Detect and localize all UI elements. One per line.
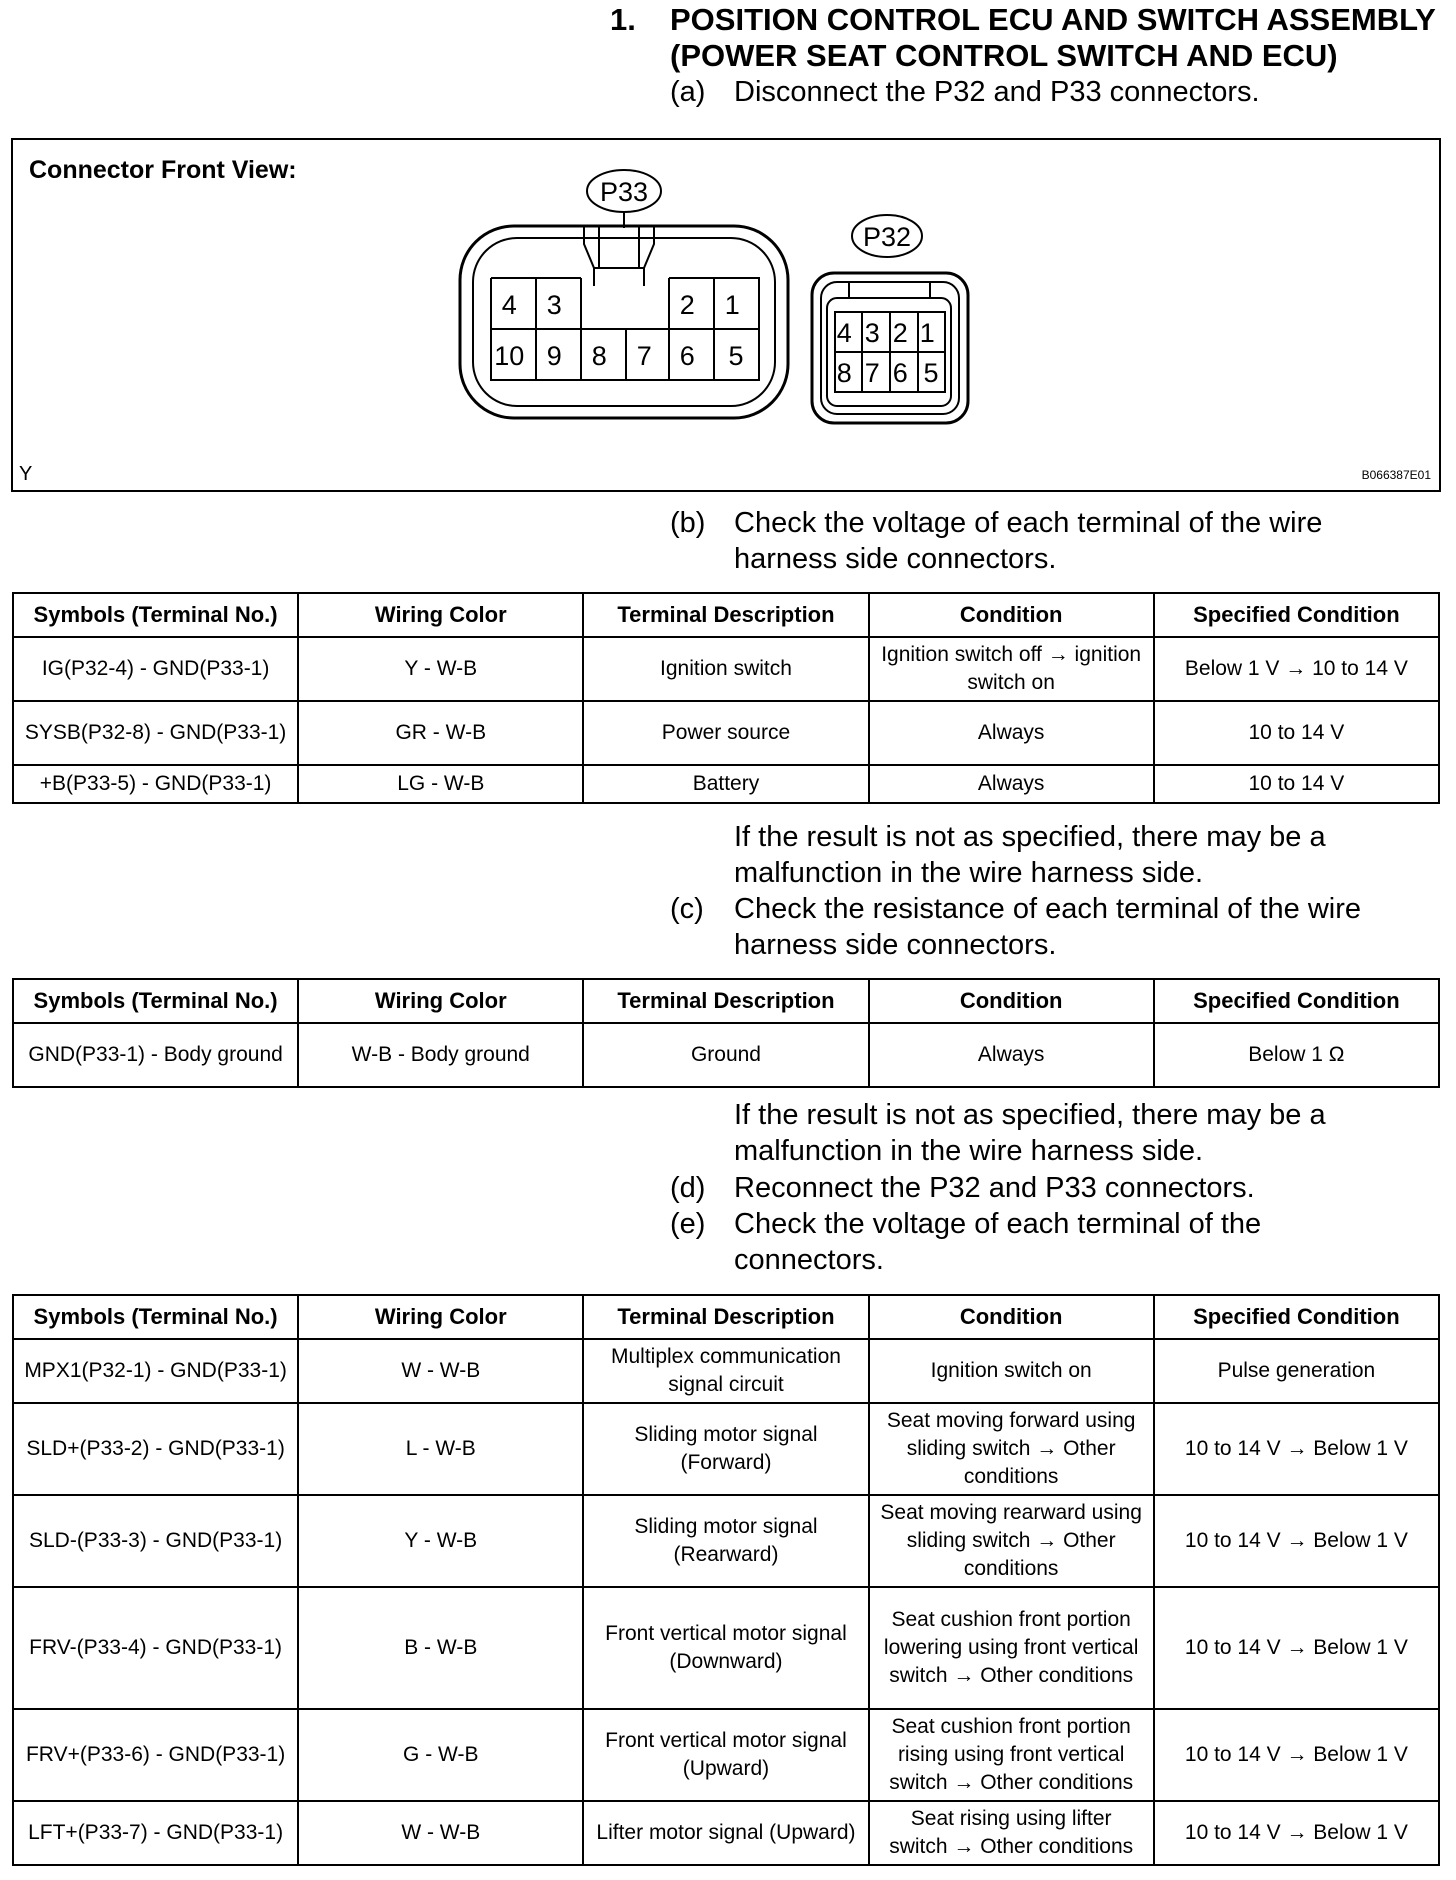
table-row [13,1403,1439,1495]
section-title-line2: (POWER SEAT CONTROL SWITCH AND ECU) [670,38,1338,73]
cell-condition: Always [869,765,1154,803]
cell-wiring-color: LG - W-B [298,765,583,803]
col-header-specified-condition: Specified Condition [1154,979,1439,1023]
cell-symbols: SLD+(P33-2) - GND(P33-1) [13,1403,298,1495]
cell-wiring-color: Y - W-B [298,637,583,701]
cell-specified-condition: 10 to 14 V → Below 1 V [1154,1403,1439,1495]
figure-code: B066387E01 [1361,468,1431,482]
step-e-label: (e) [670,1208,706,1240]
cell-terminal-description: Ground [583,1023,868,1087]
p32-pin: 3 [864,318,880,348]
connector-voltage-table [12,1294,1440,1866]
table-row [13,1587,1439,1709]
step-a-label: (a) [670,76,706,108]
p33-pin: 6 [679,341,695,371]
cell-symbols: FRV+(P33-6) - GND(P33-1) [13,1709,298,1801]
p33-label: P33 [599,177,649,207]
cell-symbols: LFT+(P33-7) - GND(P33-1) [13,1801,298,1865]
cell-condition: Ignition switch on [869,1339,1154,1403]
col-header-condition: Condition [869,593,1154,637]
cell-symbols: MPX1(P32-1) - GND(P33-1) [13,1339,298,1403]
p33-latch [584,226,654,286]
cell-specified-condition: 10 to 14 V → Below 1 V [1154,1495,1439,1587]
cell-condition: Ignition switch off → ignition switch on [869,637,1154,701]
step-c-text-line2: harness side connectors. [734,929,1057,961]
p33-pin: 2 [679,290,695,320]
step-b-label: (b) [670,507,706,539]
cell-symbols: IG(P32-4) - GND(P33-1) [13,637,298,701]
cell-symbols: SYSB(P32-8) - GND(P33-1) [13,701,298,765]
p33-pin: 5 [728,341,744,371]
p32-pin: 4 [836,318,852,348]
cell-symbols: FRV-(P33-4) - GND(P33-1) [13,1587,298,1709]
cell-terminal-description: Multiplex communication signal circuit [583,1339,868,1403]
step-c-label: (c) [670,893,704,925]
cell-wiring-color: Y - W-B [298,1495,583,1587]
table-row [13,765,1439,803]
cell-wiring-color: L - W-B [298,1403,583,1495]
col-header-terminal-description: Terminal Description [583,979,868,1023]
table-row [13,1801,1439,1865]
table-row [13,637,1439,701]
cell-terminal-description: Battery [583,765,868,803]
cell-wiring-color: W - W-B [298,1801,583,1865]
step-a-text: Disconnect the P32 and P33 connectors. [734,76,1260,108]
cell-condition: Seat moving forward using sliding switch → Other conditions [869,1403,1154,1495]
cell-specified-condition: Below 1 Ω [1154,1023,1439,1087]
cell-wiring-color: G - W-B [298,1709,583,1801]
step-e-text-line2: connectors. [734,1244,884,1276]
p32-pin: 2 [892,318,908,348]
voltage-check-table [12,592,1440,804]
p33-pin: 1 [724,290,740,320]
p32-pin: 6 [892,358,908,388]
table-row [13,701,1439,765]
step-c-text-line1: Check the resistance of each terminal of the wire [734,893,1362,925]
result-note-line2: malfunction in the wire harness side. [734,857,1204,889]
p32-latch [849,282,930,298]
table-row [13,1023,1439,1087]
cell-terminal-description: Sliding motor signal (Forward) [583,1403,868,1495]
cell-specified-condition: 10 to 14 V [1154,701,1439,765]
step-d-text: Reconnect the P32 and P33 connectors. [734,1172,1255,1204]
section-title-line1: POSITION CONTROL ECU AND SWITCH ASSEMBLY [670,2,1436,37]
p33-housing-outer [460,226,788,418]
step-e-text-line1: Check the voltage of each terminal of the [734,1208,1262,1240]
cell-symbols: SLD-(P33-3) - GND(P33-1) [13,1495,298,1587]
step-d-label: (d) [670,1172,706,1204]
cell-wiring-color: GR - W-B [298,701,583,765]
col-header-symbols: Symbols (Terminal No.) [13,593,298,637]
step-b-text-line1: Check the voltage of each terminal of the wire [734,507,1323,539]
table-row [13,1339,1439,1403]
cell-wiring-color: W-B - Body ground [298,1023,583,1087]
cell-terminal-description: Front vertical motor signal (Downward) [583,1587,868,1709]
table-header-row [13,593,1439,637]
cell-condition: Seat cushion front portion rising using front vertical switch → Other conditions [869,1709,1154,1801]
cell-specified-condition: Pulse generation [1154,1339,1439,1403]
cell-wiring-color: W - W-B [298,1339,583,1403]
result-note-b [734,819,1326,891]
result-note-line1: If the result is not as specified, there may be a [734,821,1326,853]
col-header-symbols: Symbols (Terminal No.) [13,1295,298,1339]
table-header-row [13,1295,1439,1339]
p33-pin: 9 [546,341,562,371]
cell-specified-condition: 10 to 14 V [1154,765,1439,803]
col-header-terminal-description: Terminal Description [583,593,868,637]
cell-condition: Seat cushion front portion lowering using front vertical switch → Other conditions [869,1587,1154,1709]
table-row [13,1709,1439,1801]
cell-wiring-color: B - W-B [298,1587,583,1709]
table-row [13,1495,1439,1587]
table-header-row [13,979,1439,1023]
cell-specified-condition: 10 to 14 V → Below 1 V [1154,1587,1439,1709]
result-note-c [734,1097,1326,1169]
result-note-line1: If the result is not as specified, there may be a [734,1099,1326,1131]
col-header-wiring-color: Wiring Color [298,1295,583,1339]
col-header-specified-condition: Specified Condition [1154,593,1439,637]
p33-pin: 7 [636,341,652,371]
cell-terminal-description: Front vertical motor signal (Upward) [583,1709,868,1801]
p32-pin: 7 [864,358,880,388]
col-header-condition: Condition [869,979,1154,1023]
connector-diagram [13,140,1439,490]
figure-title: Connector Front View: [29,156,297,184]
cell-condition: Always [869,1023,1154,1087]
cell-specified-condition: 10 to 14 V → Below 1 V [1154,1801,1439,1865]
step-b-text-line2: harness side connectors. [734,543,1057,575]
section-number: 1. [610,2,636,37]
p32-label: P32 [862,222,912,252]
p33-pin: 3 [546,290,562,320]
col-header-symbols: Symbols (Terminal No.) [13,979,298,1023]
p32-pin: 5 [923,358,939,388]
cell-condition: Seat rising using lifter switch → Other conditions [869,1801,1154,1865]
col-header-terminal-description: Terminal Description [583,1295,868,1339]
cell-specified-condition: 10 to 14 V → Below 1 V [1154,1709,1439,1801]
p32-pin: 8 [836,358,852,388]
col-header-specified-condition: Specified Condition [1154,1295,1439,1339]
cell-terminal-description: Sliding motor signal (Rearward) [583,1495,868,1587]
cell-symbols: +B(P33-5) - GND(P33-1) [13,765,298,803]
p33-pin: 10 [494,341,525,371]
p33-pin: 4 [501,290,517,320]
cell-condition: Seat moving rearward using sliding switch → Other conditions [869,1495,1154,1587]
result-note-line2: malfunction in the wire harness side. [734,1135,1204,1167]
cell-specified-condition: Below 1 V → 10 to 14 V [1154,637,1439,701]
cell-symbols: GND(P33-1) - Body ground [13,1023,298,1087]
resistance-check-table [12,978,1440,1088]
cell-terminal-description: Ignition switch [583,637,868,701]
cell-terminal-description: Lifter motor signal (Upward) [583,1801,868,1865]
cell-condition: Always [869,701,1154,765]
col-header-condition: Condition [869,1295,1154,1339]
connector-front-view-figure [11,138,1441,492]
figure-corner-mark: Y [19,463,33,485]
p33-terminal-numbers [494,290,747,371]
p33-pin: 8 [591,341,607,371]
p32-pin: 1 [919,318,935,348]
col-header-wiring-color: Wiring Color [298,593,583,637]
col-header-wiring-color: Wiring Color [298,979,583,1023]
cell-terminal-description: Power source [583,701,868,765]
